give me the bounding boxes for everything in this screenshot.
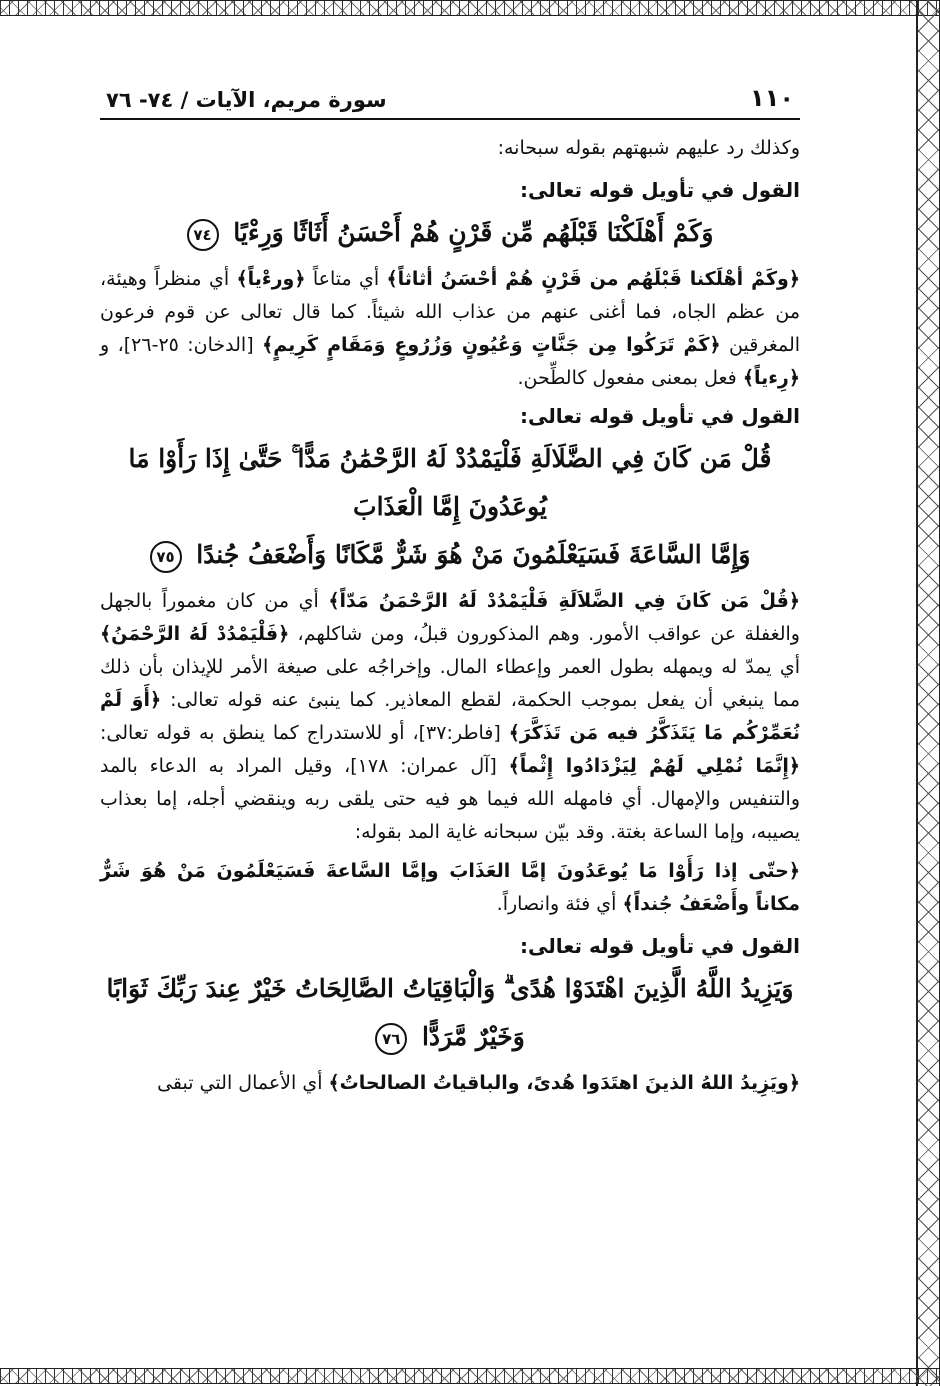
section-heading-2: القول في تأويل قوله تعالى:: [520, 404, 800, 428]
verse-75-line-1: قُلْ مَن كَانَ فِي الضَّلَالَةِ فَلْيَمْدُدْ لَهُ الرَّحْمَٰنُ مَدًّا ۚ حَتَّىٰ إِذَا رَأَوْا مَا يُوعَدُونَ إِمَّا الْعَذَابَ: [128, 444, 772, 521]
book-page: [100, 70, 800, 1100]
decorative-border-bottom: [0, 1368, 940, 1384]
text: أي فئة وانصاراً.: [496, 893, 623, 915]
commentary-76: [100, 1067, 800, 1100]
ayah-number-76: ٧٦: [375, 1023, 407, 1055]
quote: ﴿كَمْ تَرَكُوا مِن جَنَّاتٍ وَعُيُونٍ وَزُرُوعٍ وَمَقَامٍ كَرِيمٍ﴾: [262, 334, 721, 356]
text: أي منظراً وهيئة، من عظم الجاه، فما أغنى عنهم من عذاب الله شيئاً. كما قال تعالى عن قوم فرعون المغرقين: [100, 268, 801, 356]
verse-76: [100, 965, 800, 1061]
quote: ﴿ورءْياً﴾: [236, 268, 306, 290]
text: [الدخان: ٢٥-٢٦]، و: [100, 334, 263, 356]
verse-75: [100, 435, 800, 579]
decorative-border-top: [0, 0, 940, 16]
commentary-75-quote: [100, 855, 800, 921]
section-heading-3: القول في تأويل قوله تعالى:: [520, 934, 800, 958]
verse-74: [100, 209, 800, 257]
text: فعل بمعنى مفعول كالطِّحن.: [517, 367, 743, 389]
verse-76-line-1: وَيَزِيدُ اللَّهُ الَّذِينَ اهْتَدَوْا هُدًى ۗ وَالْبَاقِيَاتُ الصَّالِحَاتُ خَيْرٌ عِندَ رَبِّكَ ثَوَابًا: [106, 974, 794, 1003]
quote: ﴿ويَزِيدُ اللهُ الذينَ اهتَدَوا هُدىً، والباقياتُ الصالحاتُ﴾: [328, 1072, 800, 1094]
text: [فاطر:٣٧]، أو للاستدراج كما ينطق به قوله تعالى:: [100, 722, 509, 744]
text: أي يمدّ له ويمهله بطول العمر وإعطاء المال. وإخراجُه على صيغة الأمر للإيذان بأن ذلك مما ينبغي أن يفعل بموجب الحكمة، لقطع المعاذير. كما ينبئ عنه قوله تعالى:: [100, 656, 800, 711]
quote: ﴿رِءياً﴾: [742, 367, 800, 389]
quote: ﴿وكَمْ أهْلَكنا قَبْلَهُم من قَرْنٍ هُمْ أحْسَنُ أثاثاً﴾: [386, 268, 800, 290]
ayah-number-75: ٧٥: [150, 541, 182, 573]
quote: ﴿فَلْيَمْدُدْ لَهُ الرَّحْمَنُ﴾: [100, 623, 290, 645]
page-number: ١١٠: [750, 84, 794, 112]
decorative-border-right: [916, 0, 940, 1386]
text: [آل عمران: ١٧٨]، وقيل المراد به الدعاء بالمد والتنفيس والإمهال. أي فامهله الله فيما هو فيه حتى يلقى ربه وينقضي أجله، إما بعذاب يصيبه، وإما الساعة بغتة. وقد بيّن سبحانه غاية المد بقوله:: [100, 755, 800, 843]
ayah-number-74: ٧٤: [187, 219, 219, 251]
quote: ﴿قُلْ مَن كَانَ فِي الضَّلاَلَةِ فَلْيَمْدُدْ لَهُ الرَّحْمَنُ مَدّاً﴾: [328, 590, 801, 612]
verse-75-line-2: وَإِمَّا السَّاعَةَ فَسَيَعْلَمُونَ مَنْ هُوَ شَرٌّ مَّكَانًا وَأَضْعَفُ جُندًا: [196, 540, 751, 569]
commentary-74: [100, 263, 800, 395]
section-heading-1: القول في تأويل قوله تعالى:: [520, 178, 800, 202]
commentary-75: [100, 585, 800, 849]
quote: ﴿أَوَ لَمْ نُعَمِّرْكُم مَا يَتَذَكَّرُ فيه مَن تَذَكَّرَ﴾: [100, 689, 800, 744]
text: أي الأعمال التي تبقى: [157, 1072, 329, 1094]
header-title: سورة مريم، الآيات / ٧٤- ٧٦: [106, 88, 387, 112]
quote: ﴿إِنَّمَا نُمْلِي لَهُمْ لِيَزْدَادُوا إِثْماً﴾: [508, 755, 800, 777]
running-header: [100, 70, 800, 120]
quote: ﴿حتّى إذا رَأَوْا مَا يُوعَدُونَ إمَّا العَذَابَ وإمَّا السَّاعةَ فَسَيَعْلَمُونَ مَنْ هُوَ شَرٌّ مكاناً وأَضْعَفُ جُنداً﴾: [100, 860, 800, 915]
text: أي متاعاً: [305, 268, 387, 290]
verse-74-text: وَكَمْ أَهْلَكْنَا قَبْلَهُم مِّن قَرْنٍ هُمْ أَحْسَنُ أَثَاثًا وَرِءْيًا: [233, 218, 714, 247]
intro-line: وكذلك رد عليهم شبهتهم بقوله سبحانه:: [497, 137, 800, 159]
verse-76-line-2: وَخَيْرٌ مَّرَدًّا: [421, 1022, 525, 1051]
page-body: [100, 132, 800, 1100]
text: أي من كان مغموراً بالجهل والغفلة عن عواقب الأمور. وهم المذكورون قبلُ، ومن شاكلهم،: [100, 590, 800, 645]
